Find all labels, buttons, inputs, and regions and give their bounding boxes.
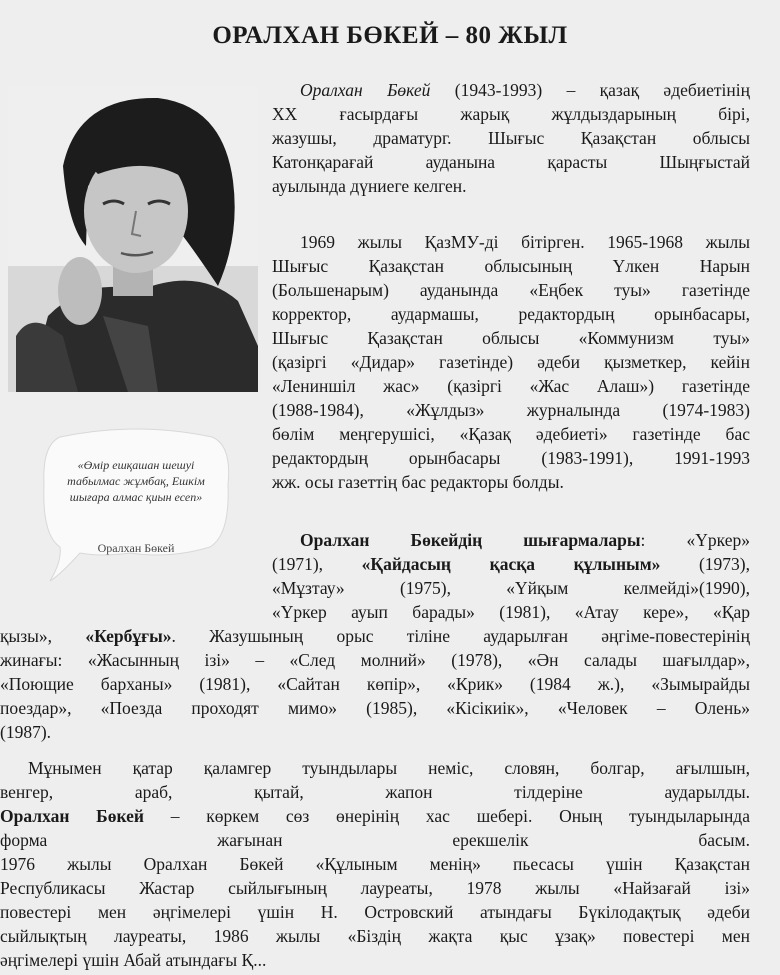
- text-line: повестері мен әңгімелері үшін Н. Островский атындағы Бүкілодақтық әдеби: [0, 902, 750, 922]
- text-line: (Большенарым) ауданында «Еңбек туы» газетінде: [272, 280, 750, 300]
- text-line: 1969 жылы ҚазМУ-ді бітірген. 1965-1968 жылы: [300, 232, 750, 252]
- text-line: венгер, араб, қытай, жапон тілдеріне аударылды.: [0, 782, 750, 802]
- text-line: корректор, аудармашы, редактордың орынбасары,: [272, 304, 750, 324]
- text-line: әңгімелері үшін Абай атындағы Қ...: [0, 950, 267, 970]
- translations-paragraph: Мұнымен қатар қаламгер туындылары неміс, словян, болгар, ағылшын, венгер, араб, қытай, жапон тілдеріне аударылды. Оралхан Бөкей – көркем сөз өнерінің хас шебері. Оның туындыларында форма жағынан ерекшелік басым. 1976 жылы Оралхан Бөкей «Құлыным менің» пьесасы үшін Қазақстан Республикасы Жастар сыйлығының лауреаты, 1978 жылы «Найзағай ізі» повестері мен әңгімелері үшін Н. Островский атындағы Бүкілодақтық әдеби сыйлықтың лауреаты, 1986 жылы «Біздің жақта қыс ұзақ» повестері мен әңгімелері үшін Абай атындағы Қ...: [0, 758, 750, 970]
- text-line: форма жағынан ерекшелік басым.: [0, 830, 750, 850]
- text-line: (1988-1984), «Жұлдыз» журналында (1974-1983): [272, 400, 750, 420]
- text-line: сыйлықтың лауреаты, 1986 жылы «Біздің жақта қыс ұзақ» повестері мен: [0, 926, 750, 946]
- works-heading: Оралхан Бөкейдің шығармалары: [300, 530, 641, 550]
- text-line: Мұнымен қатар қаламгер туындылары неміс, словян, болгар, ағылшын,: [28, 758, 750, 778]
- quote-text: «Өмір ешқашан шешуі табылмас жұмбақ, Ешкім шығара алмас қиын есеп»: [67, 458, 205, 504]
- text-line: «Үркер ауып барады» (1981), «Атау кере», «Қар: [272, 602, 750, 622]
- text-line: жазушы, драматург. Шығыс Қазақстан облысы: [272, 128, 750, 148]
- text-line: жж. осы газеттің бас редакторы болды.: [272, 472, 564, 492]
- text-line: «Мұзтау» (1975), «Үйқым келмейді»(1990),: [272, 578, 750, 598]
- page-title: ОРАЛХАН БӨКЕЙ – 80 ЖЫЛ: [212, 22, 568, 49]
- text-line: поездар», «Поезда проходят мимо» (1985), «Кісікиік», «Человек – Олень»: [0, 698, 750, 718]
- text-line: 1976 жылы Оралхан Бөкей «Құлыным менің» пьесасы үшін Қазақстан: [0, 854, 750, 874]
- text-line: ауылында дүниеге келген.: [272, 176, 467, 196]
- quote-author: Оралхан Бөкей: [97, 541, 175, 555]
- text-line: редактордың орынбасары (1983-1991), 1991-1993: [272, 448, 750, 468]
- quote-bubble: [40, 425, 232, 583]
- text-line: (1987).: [0, 722, 52, 742]
- author-name: Оралхан Бөкей: [300, 80, 431, 100]
- text-line: ХХ ғасырдағы жарық жұлдыздарының бірі,: [272, 104, 750, 124]
- text-line: Республикасы Жастар сыйлығының лауреаты, 1978 жылы «Найзағай ізі»: [0, 878, 750, 898]
- biography-paragraph: [272, 230, 750, 494]
- text-line: Катонқарағай ауданына қарасты Шыңғыстай: [272, 152, 750, 172]
- text-line: (қазіргі «Дидар» газетінде) әдеби қызметкер, кейін: [272, 352, 750, 372]
- text-line: Шығыс Қазақстан облысының Үлкен Нарын: [272, 256, 750, 276]
- works-paragraph: Оралхан Бөкейдің шығармалары: «Үркер» (1971), «Қайдасың қасқа құлыным» (1973), «Мұзтау» (1975), «Үйқым келмейді»(1990), «Үркер ауып барады» (1981), «Атау кере», «Қар: [272, 530, 750, 622]
- text-line: Шығыс Қазақстан облысы «Коммунизм туы»: [272, 328, 750, 348]
- author-portrait: [8, 86, 258, 392]
- works-paragraph-continued: қызы», «Кербұғы». Жазушының орыс тіліне аударылған әңгіме-повестерінің жинағы: «Жасынның ізі» – «След молний» (1978), «Ән салады шағылдар», «Поющие барханы» (1981), «Сайтан көпір», «Крик» (1984 ж.), «Зымырайды поездар», «Поезда проходят мимо» (1985), «Кісікиік», «Человек – Олень» (1987).: [0, 626, 750, 742]
- text-line: «Поющие барханы» (1981), «Сайтан көпір», «Крик» (1984 ж.), «Зымырайды: [0, 674, 750, 694]
- portrait-photo-icon: [8, 86, 258, 392]
- author-name-bold: Оралхан Бөкей: [0, 806, 144, 826]
- text-line: жинағы: «Жасынның ізі» – «След молний» (1978), «Ән салады шағылдар»,: [0, 650, 750, 670]
- intro-paragraph: Оралхан Бөкей (1943-1993) – қазақ әдебиетінің ХХ ғасырдағы жарық жұлдыздарының бірі, жазушы, драматург. Шығыс Қазақстан облысы Катонқарағай ауданына қарасты Шыңғыстай ауылында дүниеге келген.: [272, 80, 751, 196]
- text-line: бөлім меңгерушісі, «Қазақ әдебиеті» газетінде бас: [272, 424, 750, 444]
- text-line: «Лениншіл жас» (қазіргі «Жас Алаш») газетінде: [272, 376, 750, 396]
